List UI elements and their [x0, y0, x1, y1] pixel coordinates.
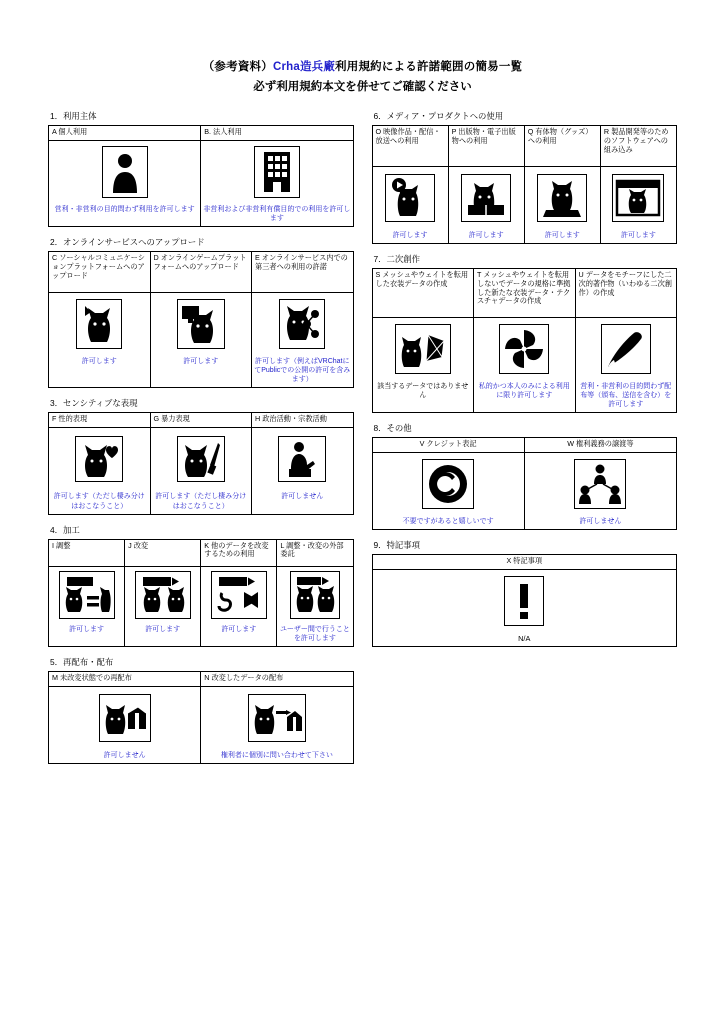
cell-V-note: 不要ですがあると嬉しいです: [402, 518, 494, 526]
cell-B-head: [201, 126, 352, 140]
cat-heart-icon: [75, 436, 123, 482]
two-cats-icon: [290, 571, 340, 619]
cell-U: [575, 269, 677, 318]
cell-code: D: [153, 253, 159, 263]
cell-label: 法人利用: [213, 127, 242, 136]
cell-code: W: [567, 439, 575, 449]
cell-W-head: [525, 438, 676, 452]
section-1-heading: 1．利用主体: [50, 111, 97, 121]
cell-N: [201, 671, 353, 686]
cell-L-body: [277, 566, 353, 646]
table-row: [372, 126, 677, 167]
table-row: [372, 438, 677, 453]
cell-C-head: [49, 252, 150, 292]
table-row: [372, 570, 677, 647]
cell-code: L: [280, 540, 285, 550]
cell-W: [524, 438, 676, 453]
cell-L-head: [277, 540, 352, 566]
copyright-icon-container: [373, 453, 524, 515]
cell-label: 改変したデータの配布: [211, 672, 284, 682]
cell-label: オンラインサービス内での第三者への利用の許諾: [255, 253, 348, 271]
section-4-heading: 4．加工: [50, 524, 80, 535]
cell-K-head: [201, 540, 276, 566]
section-3: [48, 397, 354, 514]
cell-T-head: [474, 269, 575, 317]
cell-I: [49, 539, 125, 566]
cell-R: [600, 126, 676, 167]
table-row: [49, 539, 354, 566]
cell-X-note: N/A: [518, 634, 531, 644]
section-9: [372, 539, 678, 647]
cell-label: 調整: [56, 540, 71, 550]
cell-J-body: [125, 566, 201, 646]
table-row: [372, 318, 677, 413]
cell-P-note: 許可します: [468, 232, 504, 239]
cell-K-note: 許可します: [221, 625, 257, 633]
cell-code: N: [204, 672, 210, 682]
cell-label: 未改変状態での再配布: [60, 672, 132, 682]
document-title-line1: [0, 58, 725, 74]
table-row: [49, 428, 354, 514]
cell-A-head: [49, 126, 200, 140]
cell-code: O: [375, 127, 382, 136]
cat-upload-icon-container: [49, 293, 150, 355]
cell-C-note: 許可します: [81, 358, 117, 366]
cat-heart-icon-container: [49, 428, 150, 490]
cat-box-mod-icon-container: [201, 687, 352, 749]
cell-label: 政治活動・宗教活動: [262, 414, 327, 424]
cell-H: [252, 413, 354, 428]
section-2: [48, 236, 354, 388]
content-columns: [0, 110, 725, 773]
cat-equals-icon-container: [49, 567, 124, 623]
cell-H-note: 許可しません: [281, 493, 324, 501]
person-icon: [102, 146, 148, 198]
cell-G-head: [151, 413, 252, 427]
brush-icon: [601, 324, 651, 374]
cat-box-mod-icon: [248, 694, 306, 742]
cell-label: データをモチーフにした二次的著作物（いわゆる二次創作）の作成: [578, 270, 672, 297]
cell-G-body: [150, 428, 252, 514]
cell-S-body: [372, 318, 474, 413]
section-5: [48, 656, 354, 764]
person-icon-container: [49, 141, 200, 203]
cell-label: ソーシャルコミュニケーションプラットフォームへのアップロード: [52, 253, 145, 280]
cat-share-icon-container: [252, 293, 353, 355]
cat-box-icon-container: [49, 687, 200, 749]
cell-C-body: [49, 293, 151, 388]
cell-F-note: 許可します（ただし棲み分けはおこなうこと）: [53, 493, 145, 510]
cell-U-head: [576, 269, 677, 317]
cell-code: P: [451, 127, 457, 136]
cat-mesh-icon-container: [373, 318, 474, 380]
cell-M-note: 許可しません: [103, 751, 146, 759]
cell-V: [372, 438, 524, 453]
table-row: [372, 167, 677, 244]
cell-I-note: 許可します: [69, 625, 105, 633]
section-3-heading: 3．センシティブな表現: [50, 398, 138, 409]
cell-X-body: [372, 570, 677, 647]
cell-code: I: [52, 540, 54, 550]
cell-J: [125, 539, 201, 566]
building-icon: [254, 146, 300, 198]
cell-A-icon-wrap: [49, 141, 201, 227]
cell-U-body: [575, 318, 677, 413]
cell-code: B.: [204, 127, 212, 136]
section-7-heading: 7．二次創作: [373, 254, 421, 265]
transfer-icon: [574, 459, 626, 509]
section-4: [48, 524, 354, 647]
exclamation-icon: [504, 576, 544, 626]
cell-D-note: 許可します: [183, 358, 219, 366]
cell-P: [448, 126, 524, 167]
brush-icon-container: [576, 318, 677, 380]
cell-label: 出版物・電子出版物への利用: [451, 127, 516, 145]
cat-equals-icon: [59, 571, 115, 619]
document-title-line2: 必ず利用規約本文を併せてご確認ください: [253, 81, 472, 93]
cell-V-head: [373, 438, 524, 452]
cell-K: [201, 539, 277, 566]
cell-D: [150, 252, 252, 293]
cat-goods-icon: [537, 174, 587, 222]
section-6-table: [372, 125, 678, 244]
section-8-table: [372, 437, 678, 530]
podium-icon-container: [252, 428, 353, 490]
cell-F-head: [49, 413, 150, 427]
cell-R-head: [601, 126, 676, 166]
cell-U-note: 営利・非営利の目的問わず配布等（頒布、送信を含む）を許可します: [580, 383, 672, 409]
cell-J-head: [125, 540, 200, 566]
section-2-table: [48, 251, 354, 388]
cell-W-body: [524, 453, 676, 530]
cell-code: A: [52, 127, 57, 136]
cell-E: [252, 252, 354, 293]
cell-X: [372, 555, 677, 570]
cat-transform-icon-container: [201, 567, 276, 623]
title-prefix: （参考資料）: [202, 61, 273, 73]
table-row: [49, 671, 354, 686]
section-7: [372, 253, 678, 413]
cell-label: オンラインゲームプラットフォームへのアップロード: [153, 253, 247, 271]
cell-label: 他のデータを改変するための利用: [204, 540, 269, 559]
cell-E-note: 許可します（例えばVRChatにてPublicでの公開の許可を含みます）: [254, 358, 351, 384]
podium-icon: [278, 436, 326, 482]
cell-B-note: 非営利および非営利有償目的での利用を許可します: [203, 206, 351, 223]
cell-code: S: [375, 270, 381, 280]
cell-code: T: [477, 270, 482, 280]
cat-window-icon: [612, 174, 664, 222]
table-row: [49, 252, 354, 293]
brand-name: Crha造兵廠: [272, 61, 336, 73]
cell-T: [474, 269, 576, 318]
cell-label: メッシュやウェイトを転用した衣装データの作成: [375, 270, 469, 288]
cell-X-head: [373, 555, 677, 569]
cell-G-note: 許可します（ただし棲み分けはおこなうこと）: [155, 493, 247, 510]
transfer-icon-container: [525, 453, 676, 515]
cell-Q-head: [525, 126, 600, 166]
table-row: [49, 293, 354, 388]
cat-window-icon-container: [601, 167, 676, 229]
cell-M-body: [49, 686, 201, 763]
table-row: [49, 141, 354, 227]
cell-label: 有体物（グッズ）への利用: [527, 127, 593, 145]
cell-M-head: [49, 672, 200, 686]
cell-code: Q: [527, 127, 534, 136]
cell-R-note: 許可します: [620, 232, 656, 239]
cell-label: メッシュやウェイトを転用しないでデータの規格に準拠した新たな衣装データ・テクスチャデータの作成: [477, 270, 571, 306]
section-6: [372, 110, 678, 244]
cell-S: [372, 269, 474, 318]
cell-code: R: [603, 127, 610, 136]
cell-label: 特記事項: [513, 556, 543, 566]
cell-label: 個人利用: [58, 127, 88, 136]
left-column: [48, 110, 354, 773]
cell-M: [49, 671, 201, 686]
cell-code: G: [153, 414, 160, 424]
cell-F-body: [49, 428, 151, 514]
cell-P-head: [449, 126, 524, 166]
cell-O: [372, 126, 448, 167]
cat-knife-icon: [177, 436, 225, 482]
cat-box-icon: [99, 694, 151, 742]
title-suffix: 利用規約による許諾範囲の簡易一覧: [335, 61, 523, 73]
cat-upload-icon: [76, 299, 122, 349]
section-3-table: [48, 412, 354, 514]
cell-T-body: [474, 318, 576, 413]
cell-J-note: 許可します: [145, 625, 181, 633]
section-8-heading: 8．その他: [373, 423, 412, 434]
cell-V-body: [372, 453, 524, 530]
cell-S-note: 該当するデータではありません: [377, 383, 469, 400]
cat-arrow-cat-icon: [135, 571, 191, 619]
cell-code: U: [578, 270, 584, 280]
cell-label: 映像作品・配信・放送への利用: [375, 127, 441, 145]
cat-arrow-cat-icon-container: [125, 567, 200, 623]
cell-D-body: [150, 293, 252, 388]
cell-code: X: [506, 556, 512, 566]
cell-A-note: 営利・非営利の目的問わず利用を許可します: [54, 206, 195, 213]
cat-goods-icon-container: [525, 167, 600, 229]
cell-W-note: 許可しません: [579, 518, 622, 526]
cell-R-body: [600, 167, 676, 244]
cat-book-icon-container: [449, 167, 524, 229]
cat-knife-icon-container: [151, 428, 252, 490]
cell-H-head: [252, 413, 353, 427]
section-2-heading: 2．オンラインサービスへのアップロード: [50, 237, 205, 248]
cell-C: [49, 252, 151, 293]
table-row: [372, 555, 677, 570]
cell-code: F: [52, 414, 57, 424]
cell-O-note: 許可します: [392, 232, 428, 239]
cat-play-icon-container: [373, 167, 448, 229]
cat-share-icon: [279, 299, 325, 349]
section-5-heading: 5．再配布・配布: [50, 656, 114, 667]
cell-code: J: [128, 540, 132, 550]
section-4-table: [48, 539, 354, 647]
section-9-table: [372, 554, 678, 647]
cell-I-head: [49, 540, 124, 566]
exclamation-icon-container: [373, 570, 677, 632]
pinwheel-icon: [499, 324, 549, 374]
cell-E-body: [252, 293, 354, 388]
cell-O-head: [373, 126, 448, 166]
cell-D-head: [151, 252, 252, 292]
cell-I-body: [49, 566, 125, 646]
table-row: [49, 566, 354, 646]
cell-B: [201, 126, 353, 141]
cell-label: 権利義務の譲渡等: [576, 439, 634, 449]
cell-code: E: [255, 253, 260, 263]
cell-S-head: [373, 269, 474, 317]
cell-code: C: [52, 253, 58, 263]
cell-O-body: [372, 167, 448, 244]
section-9-heading: 9．特記事項: [373, 540, 421, 551]
copyright-icon: [422, 459, 474, 509]
cell-E-head: [252, 252, 353, 292]
cell-label: 製品開発等のためのソフトウェアへの組み込み: [603, 127, 669, 154]
cell-label: 改変: [133, 540, 149, 550]
cell-N-note: 権利者に個別に問い合わせて下さい: [220, 751, 333, 759]
right-column: [372, 110, 678, 773]
cat-monitor-icon: [177, 299, 225, 349]
cell-label: 暴力表現: [161, 414, 190, 424]
table-row: [372, 453, 677, 530]
pinwheel-icon-container: [474, 318, 575, 380]
cell-label: 性的表現: [58, 414, 88, 424]
cell-code: V: [419, 439, 425, 449]
title-block: [0, 0, 725, 94]
building-icon-container: [201, 141, 352, 203]
cell-label: クレジット表記: [426, 439, 477, 449]
section-8: [372, 422, 678, 530]
cat-mesh-icon: [395, 324, 451, 374]
table-row: [49, 413, 354, 428]
cell-Q: [524, 126, 600, 167]
cell-label: 調整・改変の外部委託: [280, 540, 344, 559]
cell-T-note: 私的かつ本人のみによる利用に限り許可します: [478, 383, 570, 400]
cell-N-body: [201, 686, 353, 763]
cell-P-body: [448, 167, 524, 244]
cell-G: [150, 413, 252, 428]
cell-code: M: [52, 672, 58, 682]
cell-code: H: [255, 414, 261, 424]
cat-play-icon: [385, 174, 435, 222]
two-cats-icon-container: [277, 567, 352, 623]
cell-H-body: [252, 428, 354, 514]
cell-B-icon-wrap: [201, 141, 353, 227]
table-row: [49, 686, 354, 763]
section-7-table: [372, 268, 678, 413]
table-row: [49, 126, 354, 141]
cat-monitor-icon-container: [151, 293, 252, 355]
cell-N-head: [201, 672, 352, 686]
section-5-table: [48, 671, 354, 764]
section-6-heading: 6．メディア・プロダクトへの使用: [373, 111, 504, 121]
section-1-table: [48, 125, 354, 227]
cell-Q-note: 許可します: [544, 232, 580, 239]
section-1: [48, 110, 354, 227]
cell-L: [277, 539, 353, 566]
cell-K-body: [201, 566, 277, 646]
cell-code: K: [204, 540, 210, 550]
cell-L-note: ユーザー間で行うことを許可します: [279, 625, 350, 642]
table-row: [372, 269, 677, 318]
cell-A: [49, 126, 201, 141]
cat-book-icon: [461, 174, 511, 222]
cat-transform-icon: [211, 571, 267, 619]
cell-Q-body: [524, 167, 600, 244]
cell-F: [49, 413, 151, 428]
